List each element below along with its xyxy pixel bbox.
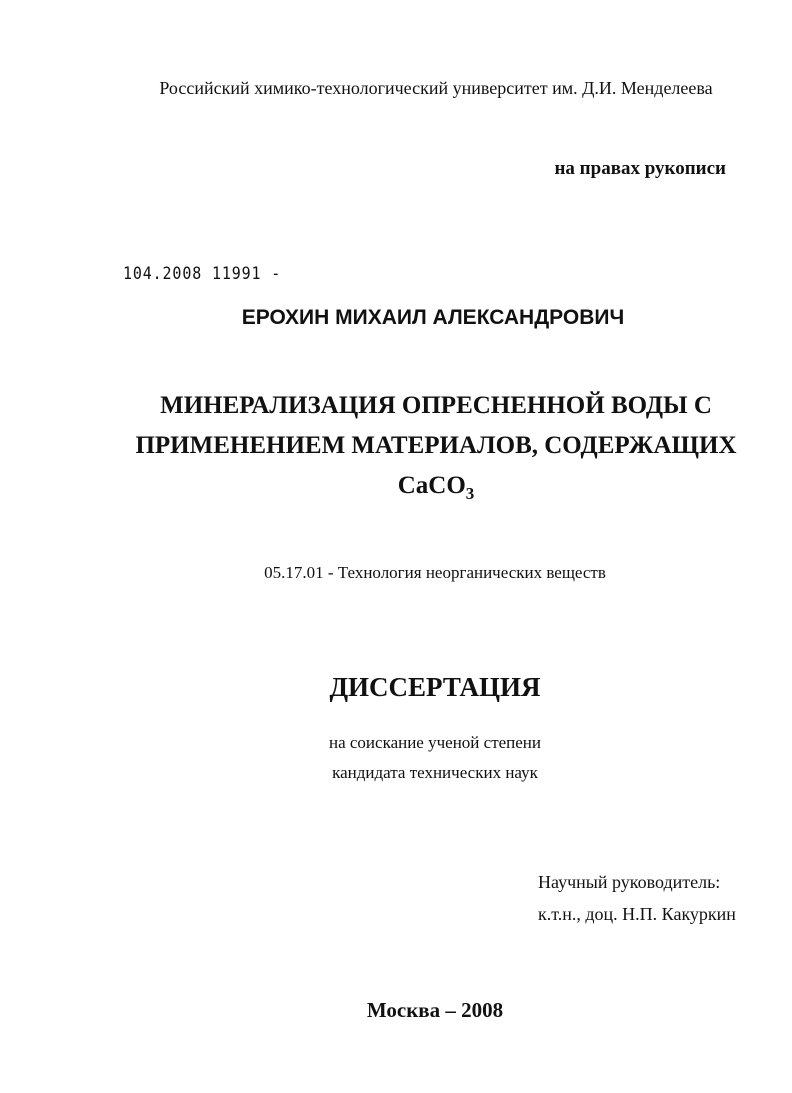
- university-name: Российский химико-технологический университет им. Д.И. Менделеева: [159, 78, 713, 98]
- title-line-1: МИНЕРАЛИЗАЦИЯ ОПРЕСНЕННОЙ ВОДЫ С: [160, 392, 712, 419]
- author-name: ЕРОХИН МИХАИЛ АЛЕКСАНДРОВИЧ: [241, 306, 625, 329]
- advisor-name: к.т.н., доц. Н.П. Какуркин: [538, 904, 736, 924]
- formula-base: CaCO: [397, 472, 466, 499]
- degree-description: [0, 728, 792, 788]
- registration-stamp: 104.2008 11991 -: [123, 264, 282, 284]
- scientific-advisor: [538, 866, 736, 930]
- degree-line-2: кандидата технических наук: [332, 763, 538, 782]
- manuscript-rights-note: на правах рукописи: [554, 158, 726, 179]
- title-formula: [120, 466, 752, 514]
- dissertation-title: [120, 386, 752, 514]
- specialty-code: 05.17.01 - Технология неорганических веществ: [264, 563, 606, 582]
- advisor-label: Научный руководитель:: [538, 872, 721, 892]
- title-line-2: ПРИМЕНЕНИЕМ МАТЕРИАЛОВ, СОДЕРЖАЩИХ: [135, 432, 737, 459]
- city-year: Москва – 2008: [366, 998, 504, 1022]
- document-type-heading: ДИССЕРТАЦИЯ: [329, 672, 541, 702]
- degree-line-1: на соискание ученой степени: [328, 733, 542, 752]
- formula-subscript: 3: [465, 484, 475, 503]
